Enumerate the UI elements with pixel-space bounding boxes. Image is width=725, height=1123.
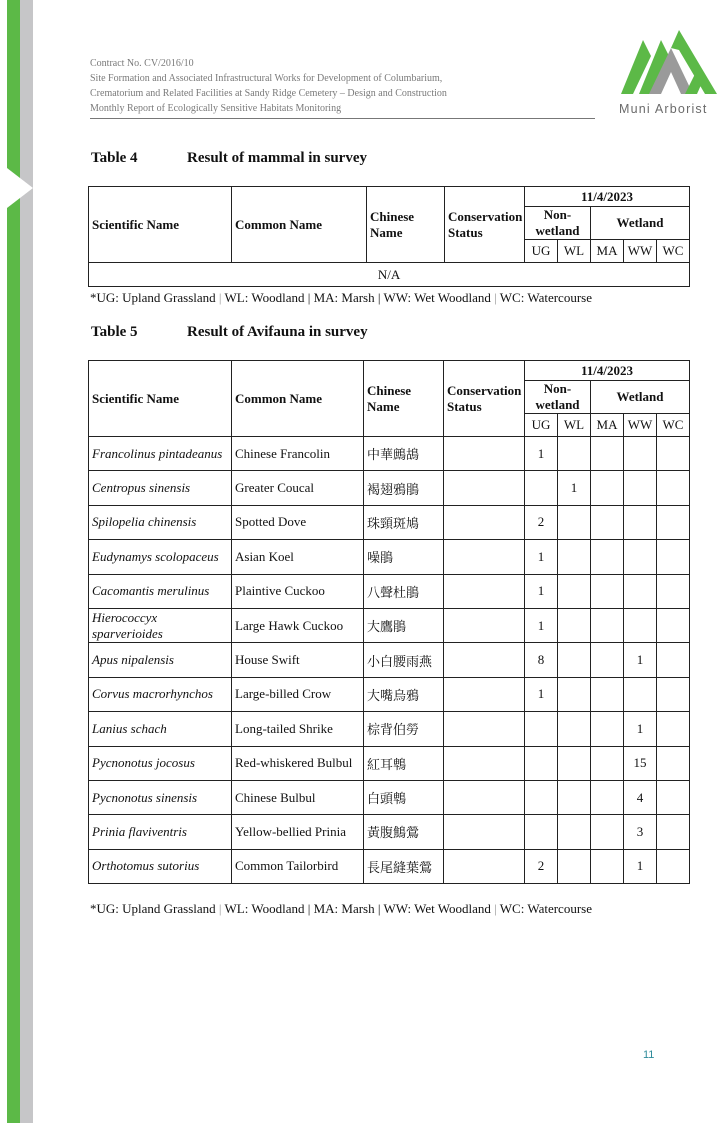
cell-wc-count: [657, 849, 690, 883]
cell-conservation-status: [444, 540, 525, 574]
header-line: Monthly Report of Ecologically Sensitive Habitats Monitoring: [90, 103, 342, 114]
cell-wl-count: [558, 608, 591, 642]
cell-ma-count: [591, 505, 624, 539]
cell-wc-count: [657, 437, 690, 471]
col-header-conservation: Conservation Status: [444, 361, 525, 437]
table4-number: Table 4: [91, 150, 138, 166]
cell-scientific-name: Pycnonotus jocosus: [89, 746, 232, 780]
cell-wl-count: [558, 574, 591, 608]
cell-chinese-name: 噪鵑: [364, 540, 444, 574]
table-row: [89, 780, 690, 814]
cell-wl-count: [558, 746, 591, 780]
table-row: [89, 643, 690, 677]
cell-ug-count: 1: [525, 574, 558, 608]
col-header-conservation: Conservation Status: [445, 187, 525, 263]
col-header-nonwetland: Non-wetland: [525, 381, 591, 414]
table-row: [89, 574, 690, 608]
header-line: Crematorium and Related Facilities at Sandy Ridge Cemetery – Design and Construction: [90, 88, 447, 99]
cell-common-name: Large-billed Crow: [232, 677, 364, 711]
cell-wl-count: [558, 437, 591, 471]
table-row: [89, 815, 690, 849]
col-header-common: Common Name: [232, 361, 364, 437]
table5-footnote: *UG: Upland Grassland | WL: Woodland | MA: Marsh | WW: Wet Woodland | WC: Watercourse: [90, 901, 592, 916]
cell-ug-count: 2: [525, 849, 558, 883]
document-header: [90, 56, 595, 119]
col-header-ma: MA: [591, 414, 624, 437]
cell-common-name: Greater Coucal: [232, 471, 364, 505]
cell-ug-count: [525, 471, 558, 505]
col-header-wetland: Wetland: [591, 381, 690, 414]
table4-footnote: *UG: Upland Grassland | WL: Woodland | MA: Marsh | WW: Wet Woodland | WC: Watercourse: [90, 290, 592, 305]
header-line: Contract No. CV/2016/10: [90, 58, 194, 69]
cell-ma-count: [591, 608, 624, 642]
side-notch: [7, 168, 33, 208]
cell-scientific-name: Lanius schach: [89, 712, 232, 746]
cell-ww-count: 4: [624, 780, 657, 814]
cell-wc-count: [657, 677, 690, 711]
cell-conservation-status: [444, 505, 525, 539]
cell-ww-count: [624, 505, 657, 539]
cell-wc-count: [657, 574, 690, 608]
table4-mammal: [88, 186, 690, 287]
cell-wl-count: [558, 643, 591, 677]
cell-ug-count: 1: [525, 437, 558, 471]
cell-conservation-status: [444, 712, 525, 746]
cell-scientific-name: Centropus sinensis: [89, 471, 232, 505]
cell-chinese-name: 黃腹鷦鶯: [364, 815, 444, 849]
cell-ma-count: [591, 643, 624, 677]
table5-body: [89, 437, 690, 884]
cell-scientific-name: Orthotomus sutorius: [89, 849, 232, 883]
cell-common-name: Large Hawk Cuckoo: [232, 608, 364, 642]
cell-wl-count: 1: [558, 471, 591, 505]
col-header-wc: WC: [657, 240, 690, 263]
page-number: 11: [643, 1049, 655, 1061]
cell-ww-count: 1: [624, 643, 657, 677]
cell-wc-count: [657, 540, 690, 574]
cell-chinese-name: 八聲杜鵑: [364, 574, 444, 608]
cell-ww-count: 1: [624, 712, 657, 746]
cell-scientific-name: Cacomantis merulinus: [89, 574, 232, 608]
cell-ma-count: [591, 540, 624, 574]
cell-ww-count: [624, 437, 657, 471]
cell-common-name: Spotted Dove: [232, 505, 364, 539]
cell-wl-count: [558, 849, 591, 883]
cell-conservation-status: [444, 574, 525, 608]
cell-wc-count: [657, 505, 690, 539]
cell-wc-count: [657, 608, 690, 642]
cell-common-name: House Swift: [232, 643, 364, 677]
cell-chinese-name: 大鷹鵑: [364, 608, 444, 642]
col-header-scientific: Scientific Name: [89, 361, 232, 437]
cell-ug-count: 1: [525, 540, 558, 574]
cell-chinese-name: 棕背伯勞: [364, 712, 444, 746]
cell-chinese-name: 珠頸斑鳩: [364, 505, 444, 539]
cell-conservation-status: [444, 780, 525, 814]
cell-conservation-status: [444, 849, 525, 883]
cell-common-name: Chinese Francolin: [232, 437, 364, 471]
cell-ug-count: 1: [525, 608, 558, 642]
cell-conservation-status: [444, 677, 525, 711]
table4-empty-cell: N/A: [89, 263, 690, 287]
header-line: Site Formation and Associated Infrastructural Works for Development of Columbarium,: [90, 73, 443, 84]
logo-mark-icon: [619, 26, 719, 98]
table4-title: Result of mammal in survey: [187, 150, 367, 166]
table4-caption: [91, 150, 367, 167]
table5-avifauna: [88, 360, 690, 884]
table5-caption: [91, 324, 368, 341]
cell-ug-count: [525, 815, 558, 849]
cell-common-name: Plaintive Cuckoo: [232, 574, 364, 608]
table5-title: Result of Avifauna in survey: [187, 324, 368, 340]
table-row: [89, 608, 690, 642]
col-header-date: 11/4/2023: [525, 361, 690, 381]
table-row: [89, 746, 690, 780]
cell-ma-count: [591, 849, 624, 883]
cell-ma-count: [591, 437, 624, 471]
cell-ma-count: [591, 677, 624, 711]
cell-ug-count: 2: [525, 505, 558, 539]
table-row: [89, 849, 690, 883]
cell-wc-count: [657, 815, 690, 849]
col-header-scientific: Scientific Name: [89, 187, 232, 263]
col-header-wl: WL: [558, 240, 591, 263]
cell-ww-count: [624, 574, 657, 608]
col-header-wc: WC: [657, 414, 690, 437]
cell-conservation-status: [444, 608, 525, 642]
cell-chinese-name: 紅耳鵯: [364, 746, 444, 780]
cell-conservation-status: [444, 437, 525, 471]
col-header-common: Common Name: [232, 187, 367, 263]
cell-wc-count: [657, 746, 690, 780]
col-header-ug: UG: [525, 240, 558, 263]
cell-ug-count: 1: [525, 677, 558, 711]
cell-chinese-name: 褐翅鴉鵑: [364, 471, 444, 505]
col-header-ww: WW: [624, 240, 657, 263]
cell-ww-count: [624, 608, 657, 642]
cell-common-name: Common Tailorbird: [232, 849, 364, 883]
cell-wc-count: [657, 643, 690, 677]
cell-scientific-name: Prinia flaviventris: [89, 815, 232, 849]
cell-ma-count: [591, 712, 624, 746]
cell-wl-count: [558, 505, 591, 539]
cell-wc-count: [657, 471, 690, 505]
cell-scientific-name: Corvus macrorhynchos: [89, 677, 232, 711]
col-header-nonwetland: Non-wetland: [525, 207, 591, 240]
table-row: [89, 677, 690, 711]
table-row: [89, 712, 690, 746]
cell-ww-count: 3: [624, 815, 657, 849]
cell-ww-count: [624, 471, 657, 505]
cell-common-name: Asian Koel: [232, 540, 364, 574]
cell-scientific-name: Hierococcyx sparverioides: [89, 608, 232, 642]
cell-common-name: Long-tailed Shrike: [232, 712, 364, 746]
cell-ma-count: [591, 574, 624, 608]
cell-ug-count: [525, 780, 558, 814]
col-header-wl: WL: [558, 414, 591, 437]
cell-chinese-name: 中華鷓鴣: [364, 437, 444, 471]
cell-conservation-status: [444, 471, 525, 505]
cell-wc-count: [657, 712, 690, 746]
cell-ww-count: [624, 540, 657, 574]
col-header-chinese: Chinese Name: [364, 361, 444, 437]
cell-ma-count: [591, 815, 624, 849]
cell-conservation-status: [444, 643, 525, 677]
table5-number: Table 5: [91, 324, 138, 340]
cell-chinese-name: 白頭鵯: [364, 780, 444, 814]
cell-common-name: Chinese Bulbul: [232, 780, 364, 814]
col-header-date: 11/4/2023: [525, 187, 690, 207]
table-row: [89, 437, 690, 471]
cell-chinese-name: 大嘴烏鴉: [364, 677, 444, 711]
cell-chinese-name: 小白腰雨燕: [364, 643, 444, 677]
col-header-ma: MA: [591, 240, 624, 263]
cell-scientific-name: Spilopelia chinensis: [89, 505, 232, 539]
cell-ug-count: [525, 712, 558, 746]
cell-scientific-name: Eudynamys scolopaceus: [89, 540, 232, 574]
table-row: [89, 505, 690, 539]
table-row: [89, 471, 690, 505]
cell-ug-count: 8: [525, 643, 558, 677]
cell-wl-count: [558, 540, 591, 574]
cell-wl-count: [558, 677, 591, 711]
cell-scientific-name: Francolinus pintadeanus: [89, 437, 232, 471]
cell-wl-count: [558, 780, 591, 814]
cell-common-name: Yellow-bellied Prinia: [232, 815, 364, 849]
col-header-wetland: Wetland: [591, 207, 690, 240]
cell-wl-count: [558, 815, 591, 849]
cell-ma-count: [591, 780, 624, 814]
cell-common-name: Red-whiskered Bulbul: [232, 746, 364, 780]
col-header-ww: WW: [624, 414, 657, 437]
cell-scientific-name: Pycnonotus sinensis: [89, 780, 232, 814]
cell-ww-count: [624, 677, 657, 711]
col-header-chinese: Chinese Name: [367, 187, 445, 263]
cell-conservation-status: [444, 815, 525, 849]
cell-conservation-status: [444, 746, 525, 780]
company-logo: [615, 26, 723, 118]
cell-scientific-name: Apus nipalensis: [89, 643, 232, 677]
cell-ww-count: 1: [624, 849, 657, 883]
cell-ug-count: [525, 746, 558, 780]
cell-ww-count: 15: [624, 746, 657, 780]
cell-ma-count: [591, 746, 624, 780]
cell-wc-count: [657, 780, 690, 814]
col-header-ug: UG: [525, 414, 558, 437]
table-row: [89, 540, 690, 574]
logo-text: Muni Arborist: [619, 102, 708, 116]
cell-wl-count: [558, 712, 591, 746]
cell-chinese-name: 長尾縫葉鶯: [364, 849, 444, 883]
cell-ma-count: [591, 471, 624, 505]
